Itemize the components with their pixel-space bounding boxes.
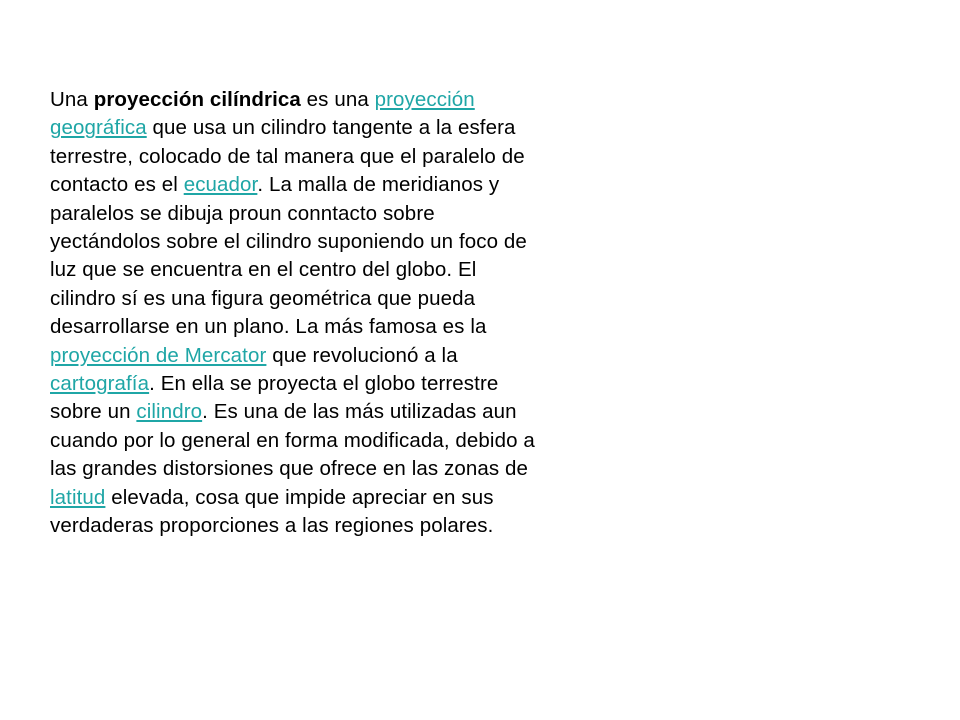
text-span: sobre un: [50, 400, 137, 424]
text-span: elevada, cosa que impide apreciar en sus: [105, 485, 494, 509]
body-paragraph: [50, 86, 630, 541]
text-span: . Es una de las más utilizadas aun: [202, 400, 517, 424]
link-proyeccion-geografica-cont[interactable]: geográfica: [50, 116, 147, 140]
text-line: verdaderas proporciones a las regiones polares.: [50, 514, 494, 538]
text-line: cilindro sí es una figura geométrica que pueda: [50, 286, 476, 310]
link-ecuador[interactable]: ecuador: [183, 173, 258, 197]
text-line: paralelos se dibuja proun conntacto sobre: [50, 201, 435, 225]
link-latitud[interactable]: latitud: [50, 485, 106, 509]
text-line: [50, 370, 630, 398]
text-line: [50, 171, 630, 199]
link-proyeccion-geografica[interactable]: proyección: [374, 88, 475, 111]
text-span: que usa un cilindro tangente a la esfera: [146, 116, 516, 140]
text-line: [50, 86, 630, 114]
link-cilindro[interactable]: cilindro: [136, 400, 203, 424]
text-span: contacto es el: [50, 173, 184, 197]
text-line: cuando por lo general en forma modificada, debido a: [50, 428, 535, 452]
text-span: es una: [300, 88, 375, 111]
text-line: [50, 398, 630, 426]
text-span: que revolucionó a la: [266, 343, 458, 367]
text-line: [50, 342, 630, 370]
text-line: las grandes distorsiones que ofrece en las zonas de: [50, 457, 529, 481]
text-line: terrestre, colocado de tal manera que el paralelo de: [50, 144, 525, 168]
bold-term: proyección cilíndrica: [93, 88, 301, 111]
text-line: [50, 484, 630, 512]
link-cartografia[interactable]: cartografía: [50, 372, 150, 396]
text-line: [50, 114, 630, 142]
text-line: desarrollarse en un plano. La más famosa es la: [50, 315, 487, 339]
text-line: yectándolos sobre el cilindro suponiendo un foco de: [50, 230, 527, 254]
text-span: Una: [50, 88, 94, 111]
text-line: luz que se encuentra en el centro del globo. El: [50, 258, 477, 282]
text-span: . La malla de meridianos y: [257, 173, 500, 197]
text-span: . En ella se proyecta el globo terrestre: [149, 372, 499, 396]
link-proyeccion-mercator[interactable]: proyección de Mercator: [50, 343, 267, 367]
